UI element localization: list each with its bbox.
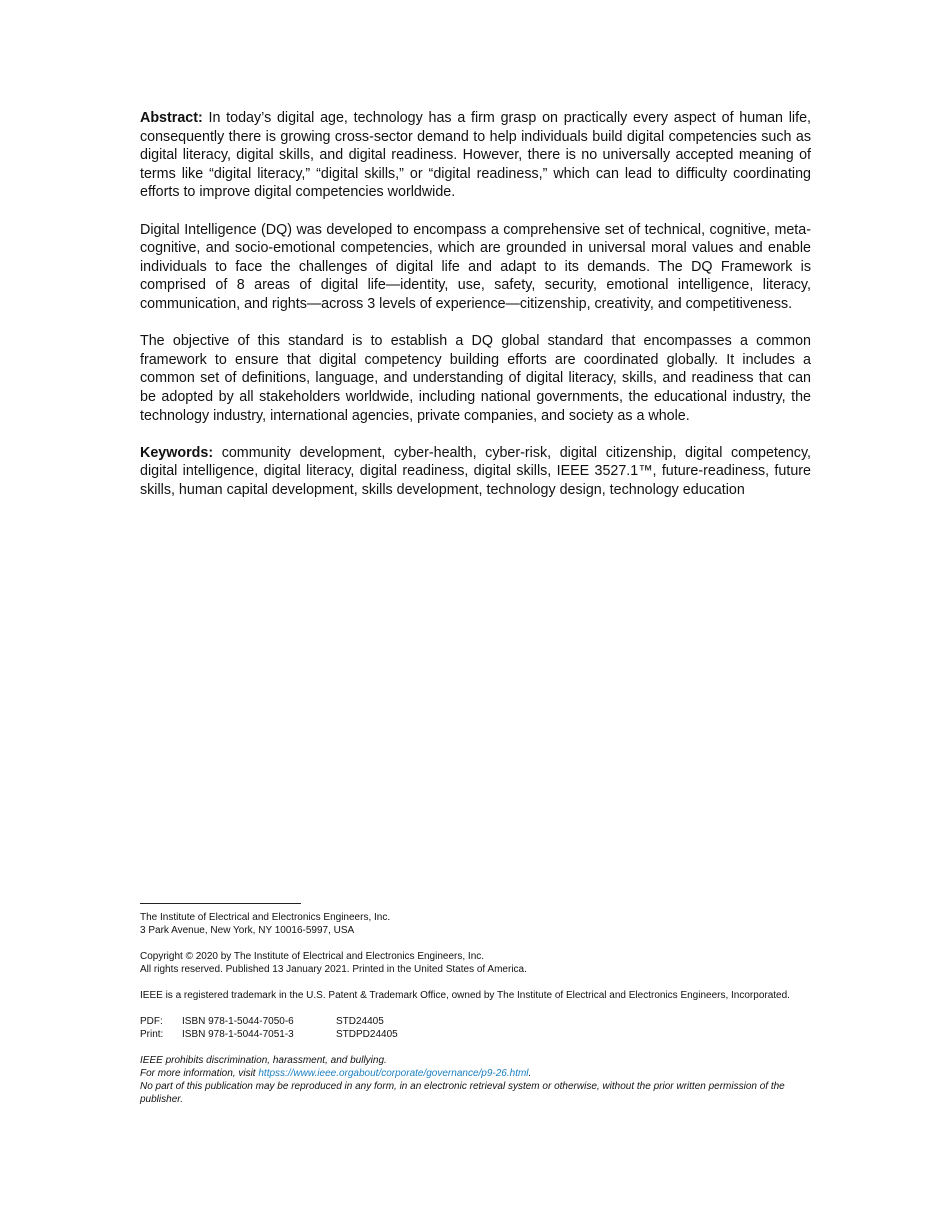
copyright-line: Copyright © 2020 by The Institute of Electrical and Electronics Engineers, Inc. [140, 951, 485, 962]
isbn-row-print [140, 1028, 811, 1041]
trademark-line: IEEE is a registered trademark in the U.S. Patent & Trademark Office, owned by The Institute of Electrical and Electronics Engineers, Incorporated. [140, 990, 790, 1001]
publisher-name: The Institute of Electrical and Electronics Engineers, Inc. [140, 912, 391, 923]
publisher-block [140, 911, 811, 937]
keywords-text: community development, cyber-health, cyber-risk, digital citizenship, digital competency, digital intelligence, digital literacy, digital readiness, digital skills, IEEE 3527.1™, future-readiness, future skills, human capital development, skills development, technology design, technology education [140, 444, 811, 498]
keywords-paragraph [140, 444, 811, 500]
abstract-label: Abstract: [140, 110, 203, 126]
isbn-format: PDF: [140, 1016, 163, 1027]
footer-notes [140, 903, 811, 1119]
info-line [140, 1067, 811, 1080]
isbn-number: ISBN 978-1-5044-7051-3 [182, 1029, 294, 1040]
reproduction-notice: No part of this publication may be reproduced in any form, in an electronic retrieval system or otherwise, without the prior written permission of the publisher. [140, 1081, 785, 1105]
dq-description-paragraph: Digital Intelligence (DQ) was developed to encompass a comprehensive set of technical, cognitive, meta-cognitive, and socio-emotional competencies, which are grounded in universal moral values and enable individuals to face the challenges of digital life and adapt to its demands. The DQ Framework is comprised of 8 areas of digital life—identity, use, safety, security, emotional intelligence, literacy, communication, and rights—across 3 levels of experience—citizenship, creativity, and competitiveness. [140, 221, 811, 312]
rights-line: All rights reserved. Published 13 January 2021. Printed in the United States of America. [140, 964, 527, 975]
isbn-row-pdf [140, 1015, 811, 1028]
document-body [140, 109, 811, 518]
footnote-divider [140, 903, 301, 904]
info-suffix: . [528, 1068, 532, 1079]
copyright-block [140, 950, 811, 976]
info-prefix: For more information, visit [140, 1068, 259, 1079]
objective-paragraph: The objective of this standard is to establish a DQ global standard that encompasses a common framework to ensure that digital competency building efforts are coordinated globally. It includes a common set of definitions, language, and understanding of digital literacy, skills, and readiness that can be adopted by all stakeholders worldwide, including national governments, the educational industry, the technology industry, international agencies, private companies, and society as a whole. [140, 333, 811, 424]
isbn-number: ISBN 978-1-5044-7050-6 [182, 1016, 294, 1027]
isbn-format: Print: [140, 1029, 164, 1040]
abstract-text: In today’s digital age, technology has a firm grasp on practically every aspect of human life, consequently there is growing cross-sector demand to help individuals build digital competencies such as digital literacy, digital skills, and digital readiness. However, there is no universally accepted meaning of terms like “digital literacy,” “digital skills,” or “digital readiness,” which can lead to difficulty coordinating efforts to improve digital competencies worldwide. [140, 110, 811, 201]
isbn-block [140, 1015, 811, 1041]
governance-link[interactable]: httpss://www.ieee.orgabout/corporate/governance/p9-26.html [258, 1068, 529, 1079]
isbn-code: STDPD24405 [336, 1029, 398, 1040]
isbn-code: STD24405 [336, 1016, 384, 1027]
policy-line: IEEE prohibits discrimination, harassment, and bullying. [140, 1055, 387, 1066]
publisher-address: 3 Park Avenue, New York, NY 10016-5997, USA [140, 925, 355, 936]
keywords-label: Keywords: [140, 444, 214, 461]
abstract-paragraph [140, 109, 811, 202]
policy-block [140, 1054, 811, 1106]
trademark-block [140, 989, 811, 1002]
